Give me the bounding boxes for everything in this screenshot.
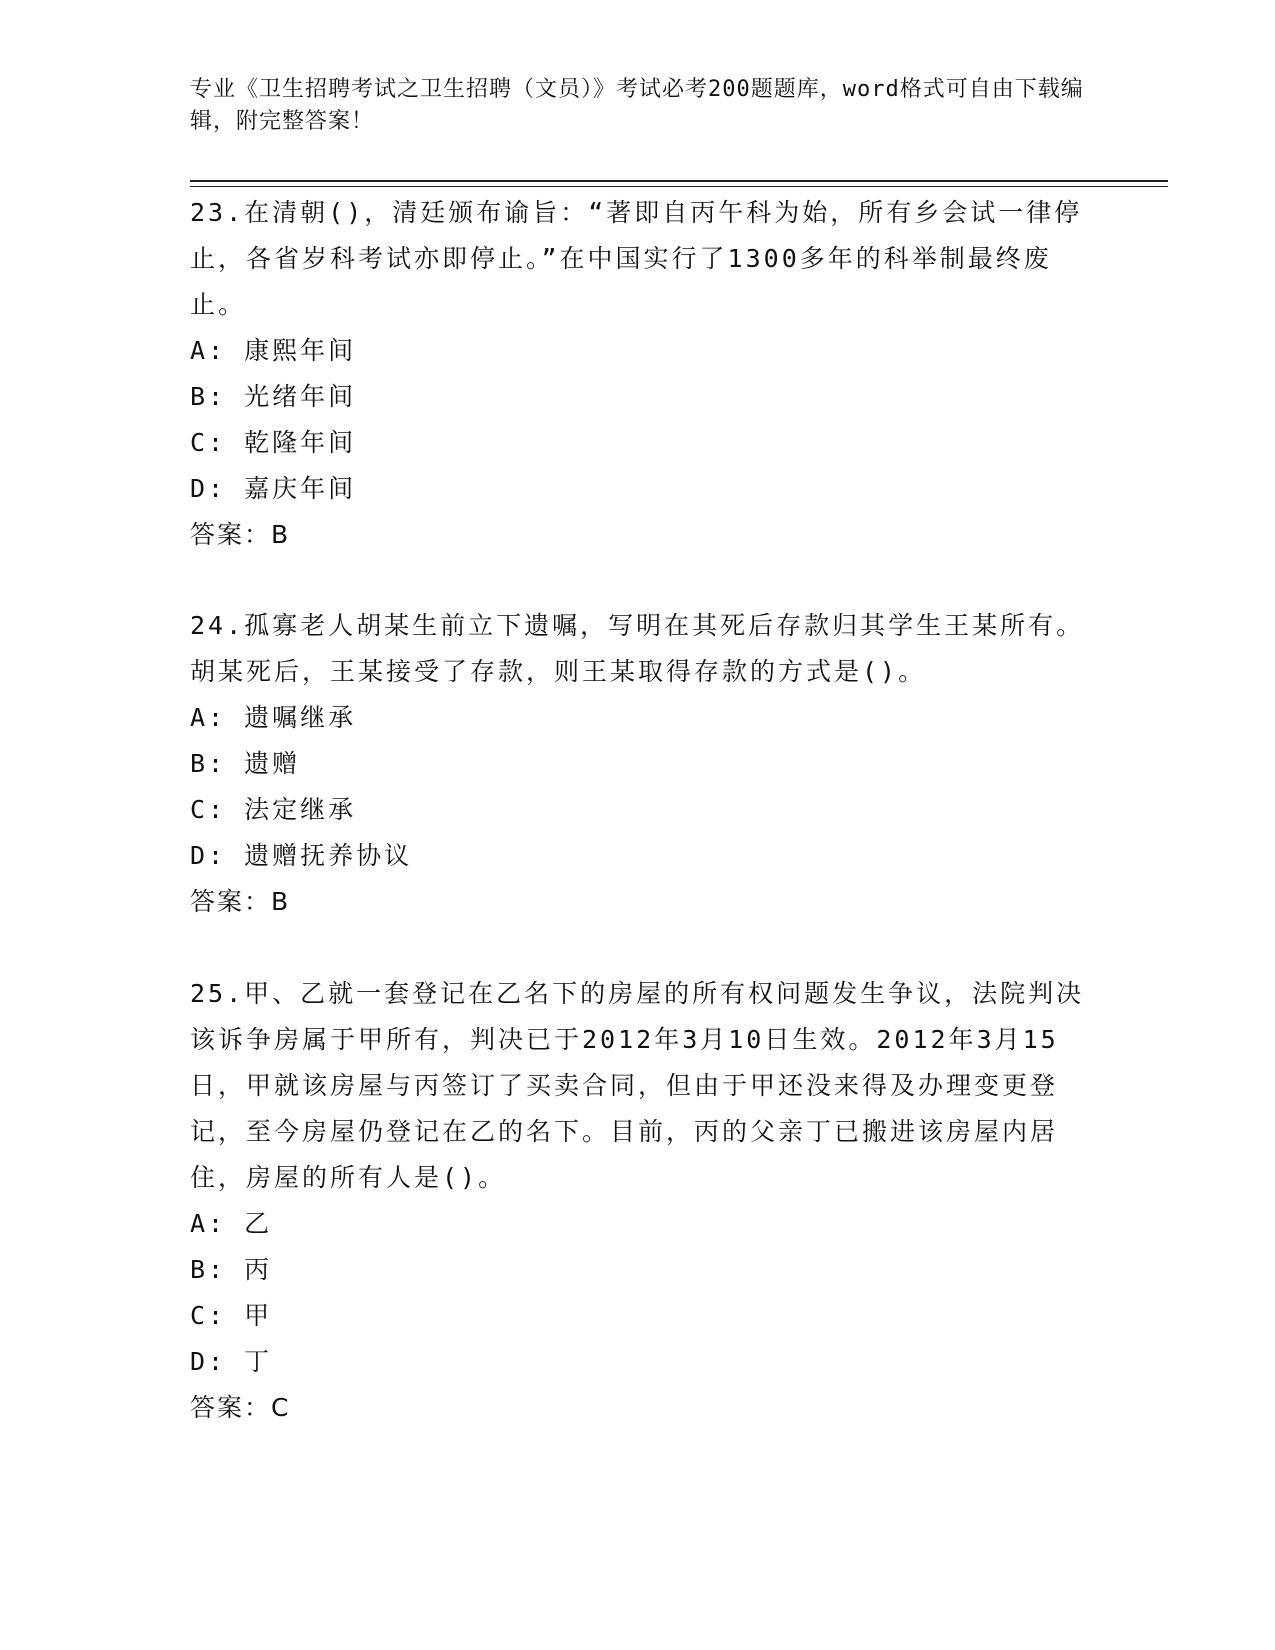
option-d: D: 丁 — [190, 1347, 273, 1376]
question-text: 24.孤寡老人胡某生前立下遗嘱，写明在其死后存款归其学生王某所有。胡某死后，王某接受了存款，则王某取得存款的方式是()。 — [190, 611, 1085, 686]
option-d: D: 遗赠抚养协议 — [190, 841, 413, 870]
option-a: A: 乙 — [190, 1209, 273, 1238]
question-text: 23.在清朝()，清廷颁布谕旨：“著即自丙午科为始，所有乡会试一律停止，各省岁科考试亦即停止。”在中国实行了1300多年的科举制最终废止。 — [190, 198, 1083, 319]
option-a: A: 康熙年间 — [190, 336, 357, 365]
document-header: 专业《卫生招聘考试之卫生招聘（文员）》考试必考200题题库，word格式可自由下载编辑，附完整答案！ — [190, 77, 1084, 134]
answer: 答案：B — [190, 520, 291, 549]
option-b: B: 光绪年间 — [190, 382, 357, 411]
question-23 — [190, 190, 1090, 558]
header-divider-thin — [190, 186, 1168, 187]
option-c: C: 甲 — [190, 1301, 273, 1330]
question-text: 25.甲、乙就一套登记在乙名下的房屋的所有权问题发生争议，法院判决该诉争房属于甲所有，判决已于2012年3月10日生效。2012年3月15日，甲就该房屋与丙签订了买卖合同，但由于甲还没来得及办理变更登记，至今房屋仍登记在乙的名下。目前，丙的父亲丁已搬进该房屋内居住，房屋的所有人是()。 — [190, 979, 1085, 1192]
option-c: C: 乾隆年间 — [190, 428, 357, 457]
option-d: D: 嘉庆年间 — [190, 474, 357, 503]
option-a: A: 遗嘱继承 — [190, 703, 357, 732]
question-25 — [190, 971, 1090, 1431]
option-b: B: 丙 — [190, 1255, 273, 1284]
option-c: C: 法定继承 — [190, 795, 357, 824]
header-divider-thick — [190, 180, 1168, 182]
answer: 答案：C — [190, 1393, 291, 1422]
option-b: B: 遗赠 — [190, 749, 301, 778]
answer: 答案：B — [190, 887, 291, 916]
question-24 — [190, 603, 1090, 925]
